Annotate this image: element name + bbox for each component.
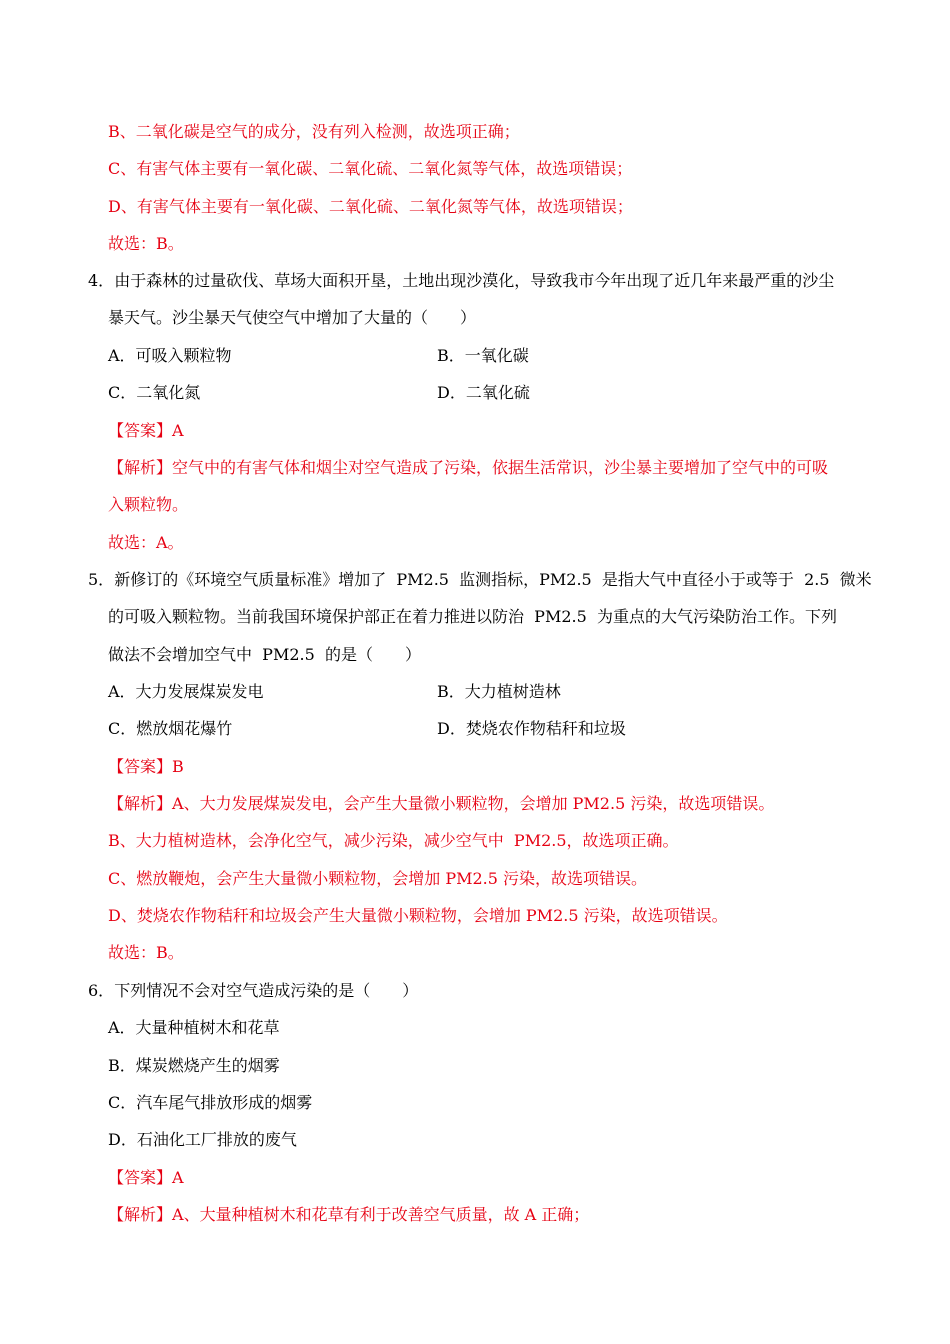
- q4-answer: [108, 420, 184, 442]
- q5-answer: [108, 756, 184, 778]
- q6-answer-value: A: [172, 1168, 184, 1187]
- q5-number: 5．: [88, 570, 115, 589]
- q5-option-a: A．大力发展煤炭发电: [108, 682, 264, 701]
- q4-answer-tag: 【答案】: [108, 421, 173, 440]
- q6-stem-line1: [88, 980, 418, 1002]
- prev-analysis-c: C、有害气体主要有一氧化碳、二氧化硫、二氧化氮等气体，故选项错误；: [108, 159, 633, 178]
- q4-answer-value: A: [172, 421, 184, 440]
- q4-analysis-text1: 空气中的有害气体和烟尘对空气造成了污染，依据生活常识，沙尘暴主要增加了空气中的可吸: [172, 458, 829, 477]
- q5-stem-text1: 新修订的《环境空气质量标准》增加了 PM2.5 监测指标，PM2.5 是指大气中直径小于或等于 2.5 微米: [114, 570, 872, 589]
- q5-stem-line3: 做法不会增加空气中 PM2.5 的是（ ）: [108, 645, 421, 664]
- q6-analysis-text-a: A、大量种植树木和花草有利于改善空气质量，故 A 正确；: [172, 1205, 590, 1224]
- q5-option-b: B．大力植树造林: [437, 682, 561, 701]
- q6-analysis-line-a: [108, 1204, 589, 1226]
- prev-analysis-b: B、二氧化碳是空气的成分，没有列入检测，故选项正确；: [108, 122, 520, 141]
- q4-stem-text1: 由于森林的过量砍伐、草场大面积开垦，土地出现沙漠化，导致我市今年出现了近几年来最严重的沙尘: [114, 271, 835, 290]
- q4-number: 4．: [88, 271, 115, 290]
- prev-choice: 故选：B。: [108, 234, 184, 253]
- q5-answer-value: B: [172, 757, 184, 776]
- q6-option-b: B．煤炭燃烧产生的烟雾: [108, 1056, 280, 1075]
- q5-analysis-text-a: A、大力发展煤炭发电，会产生大量微小颗粒物，会增加 PM2.5 污染，故选项错误。: [172, 794, 775, 813]
- q4-analysis-line2: 入颗粒物。: [108, 495, 189, 514]
- q4-stem-line2: 暴天气。沙尘暴天气使空气中增加了大量的（ ）: [108, 308, 477, 327]
- q6-analysis-tag: 【解析】: [108, 1205, 173, 1224]
- q5-stem-line1: [88, 569, 872, 591]
- q6-option-a: A．大量种植树木和花草: [108, 1018, 280, 1037]
- q4-analysis-line1: [108, 457, 828, 479]
- q6-option-c: C．汽车尾气排放形成的烟雾: [108, 1093, 313, 1112]
- q5-choice: 故选：B。: [108, 943, 184, 962]
- q6-stem-text1: 下列情况不会对空气造成污染的是（ ）: [114, 981, 419, 1000]
- q6-answer-tag: 【答案】: [108, 1168, 173, 1187]
- q4-choice: 故选：A。: [108, 533, 184, 552]
- q4-option-d: D．二氧化硫: [437, 383, 530, 402]
- q5-analysis-line-b: B、大力植树造林，会净化空气，减少污染，减少空气中 PM2.5，故选项正确。: [108, 831, 679, 850]
- q6-answer: [108, 1167, 184, 1189]
- q6-option-d: D．石油化工厂排放的废气: [108, 1130, 297, 1149]
- q5-analysis-line-a: [108, 793, 774, 815]
- q6-number: 6．: [88, 981, 115, 1000]
- q5-analysis-line-c: C、燃放鞭炮，会产生大量微小颗粒物，会增加 PM2.5 污染，故选项错误。: [108, 869, 648, 888]
- q5-option-d: D．焚烧农作物秸秆和垃圾: [437, 719, 626, 738]
- prev-analysis-d: D、有害气体主要有一氧化碳、二氧化硫、二氧化氮等气体，故选项错误；: [108, 197, 633, 216]
- q4-stem-line1: [88, 270, 834, 292]
- q5-stem-line2: 的可吸入颗粒物。当前我国环境保护部正在着力推进以防治 PM2.5 为重点的大气污染防治工作。下列: [108, 607, 837, 626]
- q5-answer-tag: 【答案】: [108, 757, 173, 776]
- q4-option-a: A．可吸入颗粒物: [108, 346, 232, 365]
- q4-analysis-tag: 【解析】: [108, 458, 173, 477]
- q5-analysis-line-d: D、焚烧农作物秸秆和垃圾会产生大量微小颗粒物，会增加 PM2.5 污染，故选项错误。: [108, 906, 728, 925]
- q4-option-b: B．一氧化碳: [437, 346, 529, 365]
- q5-analysis-tag: 【解析】: [108, 794, 173, 813]
- q5-option-c: C．燃放烟花爆竹: [108, 719, 233, 738]
- q4-option-c: C．二氧化氮: [108, 383, 201, 402]
